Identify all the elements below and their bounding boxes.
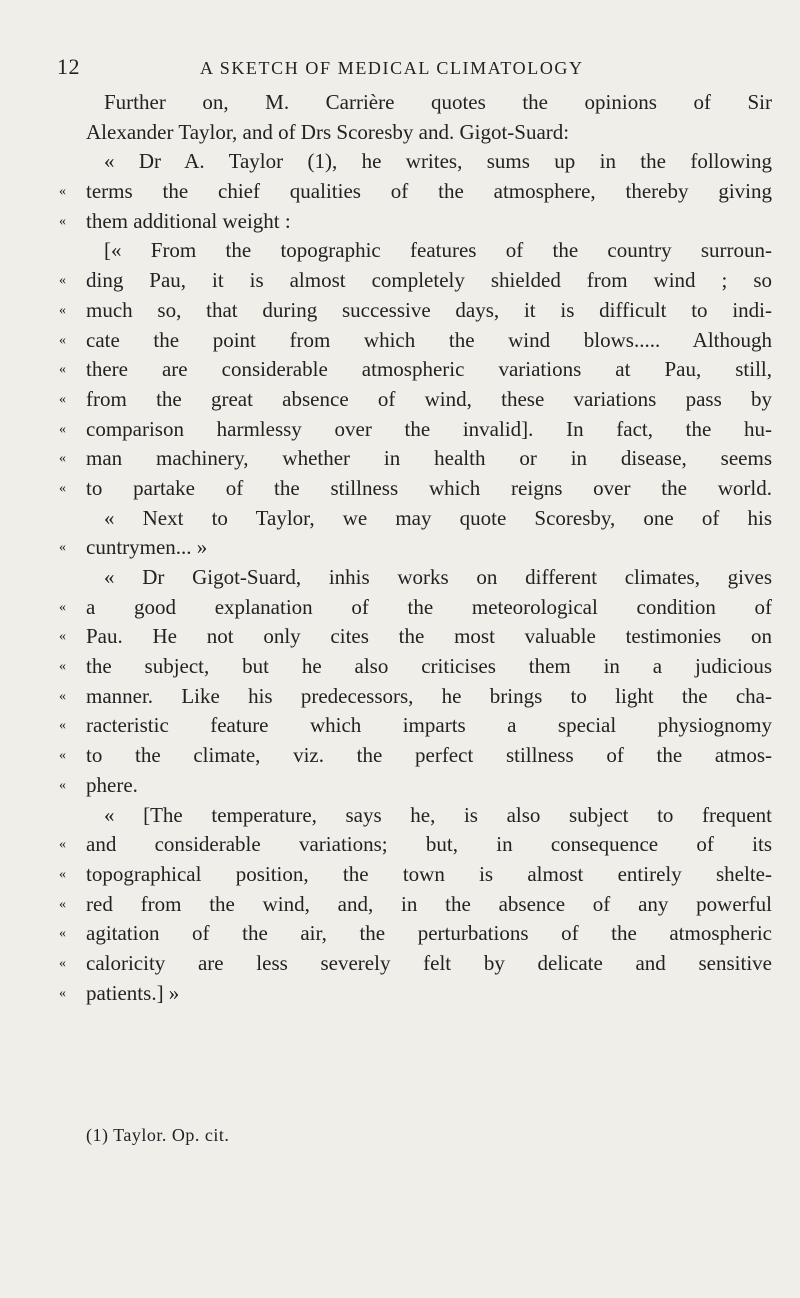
text-line <box>0 326 800 356</box>
quote-mark: « <box>59 599 66 615</box>
line-text: cuntrymen... » <box>86 535 208 560</box>
quote-mark: « <box>59 391 66 407</box>
quote-mark: « <box>59 629 66 645</box>
text-line <box>0 682 800 712</box>
line-text: a good explanation of the meteorological condition of <box>86 594 772 619</box>
quote-mark: « <box>59 659 66 675</box>
line-text: « Next to Taylor, we may quote Scoresby, one of his <box>104 505 772 530</box>
text-line <box>0 118 800 148</box>
quote-mark: « <box>59 302 66 318</box>
text-line <box>0 593 800 623</box>
quote-mark: « <box>59 926 66 942</box>
text-line <box>0 949 800 979</box>
text-line <box>0 801 800 831</box>
text-line <box>0 890 800 920</box>
text-line <box>0 147 800 177</box>
text-line <box>0 771 800 801</box>
quote-mark: « <box>59 480 66 496</box>
text-line <box>0 385 800 415</box>
line-text: patients.] » <box>86 980 180 1005</box>
line-text: agitation of the air, the perturbations of the atmospheric <box>86 921 772 946</box>
text-line <box>0 415 800 445</box>
text-line <box>0 207 800 237</box>
text-line <box>0 177 800 207</box>
line-text: ding Pau, it is almost completely shielded from wind ; so <box>86 268 772 293</box>
quote-mark: « <box>59 985 66 1001</box>
line-text: racteristic feature which imparts a special physiognomy <box>86 713 772 738</box>
text-line <box>0 236 800 266</box>
text-line <box>0 711 800 741</box>
line-text: to the climate, viz. the perfect stillness of the atmos- <box>86 743 772 768</box>
quote-mark: « <box>59 451 66 467</box>
line-text: cate the point from which the wind blows..... Although <box>86 327 772 352</box>
quote-mark: « <box>59 718 66 734</box>
line-text: much so, that during successive days, it is difficult to indi- <box>86 297 772 322</box>
line-text: and considerable variations; but, in consequence of its <box>86 832 772 857</box>
quote-mark: « <box>59 837 66 853</box>
line-text: « Dr Gigot-Suard, inhis works on different climates, gives <box>104 565 772 589</box>
text-line <box>0 296 800 326</box>
page-header <box>0 50 800 80</box>
text-line <box>0 444 800 474</box>
line-text: manner. Like his predecessors, he brings to light the cha- <box>86 683 772 708</box>
quote-mark: « <box>59 748 66 764</box>
line-text: comparison harmlessy over the invalid]. In fact, the hu- <box>86 416 772 441</box>
body-text <box>0 88 800 1008</box>
text-line <box>0 652 800 682</box>
line-text: [« From the topographic features of the country surroun- <box>104 238 772 263</box>
line-text: red from the wind, and, in the absence of any powerful <box>86 891 772 916</box>
text-line <box>0 504 800 534</box>
quote-mark: « <box>59 777 66 793</box>
quote-mark: « <box>59 362 66 378</box>
line-text: to partake of the stillness which reigns over the world. <box>86 475 772 500</box>
text-line <box>0 563 800 593</box>
text-line <box>0 266 800 296</box>
line-text: Pau. He not only cites the most valuable testimonies on <box>86 624 772 649</box>
page-number: 12 <box>57 54 80 79</box>
text-line <box>0 919 800 949</box>
running-head: A SKETCH OF MEDICAL CLIMATOLOGY <box>200 58 584 78</box>
line-text: caloricity are less severely felt by delicate and sensitive <box>86 950 772 975</box>
text-line <box>0 860 800 890</box>
text-line <box>0 88 800 118</box>
text-line <box>0 830 800 860</box>
text-line <box>0 979 800 1009</box>
line-text: them additional weight : <box>86 208 291 233</box>
text-line <box>0 533 800 563</box>
line-text: there are considerable atmospheric variations at Pau, still, <box>86 357 772 382</box>
line-text: from the great absence of wind, these variations pass by <box>86 386 772 411</box>
quote-mark: « <box>59 332 66 348</box>
footnote: (1) Taylor. Op. cit. <box>86 1125 230 1145</box>
line-text: terms the chief qualities of the atmosphere, thereby giving <box>86 179 772 204</box>
quote-mark: « <box>59 955 66 971</box>
quote-mark: « <box>59 184 66 200</box>
text-line <box>0 622 800 652</box>
quote-mark: « <box>59 896 66 912</box>
line-text: Further on, M. Carrière quotes the opinions of Sir <box>104 90 772 114</box>
quote-mark: « <box>59 688 66 704</box>
text-line <box>0 355 800 385</box>
quote-mark: « <box>59 421 66 437</box>
quote-mark: « <box>59 213 66 229</box>
line-text: the subject, but he also criticises them in a judicious <box>86 654 772 679</box>
line-text: phere. <box>86 772 138 797</box>
line-text: topographical position, the town is almost entirely shelte- <box>86 861 772 886</box>
quote-mark: « <box>59 540 66 556</box>
text-line <box>0 741 800 771</box>
quote-mark: « <box>59 866 66 882</box>
line-text: « Dr A. Taylor (1), he writes, sums up in the following <box>104 149 772 174</box>
line-text: « [The temperature, says he, is also subject to frequent <box>104 802 772 827</box>
line-text: man machinery, whether in health or in disease, seems <box>86 446 772 471</box>
text-line <box>0 474 800 504</box>
quote-mark: « <box>59 273 66 289</box>
line-text: Alexander Taylor, and of Drs Scoresby and. Gigot-Suard: <box>86 119 570 144</box>
